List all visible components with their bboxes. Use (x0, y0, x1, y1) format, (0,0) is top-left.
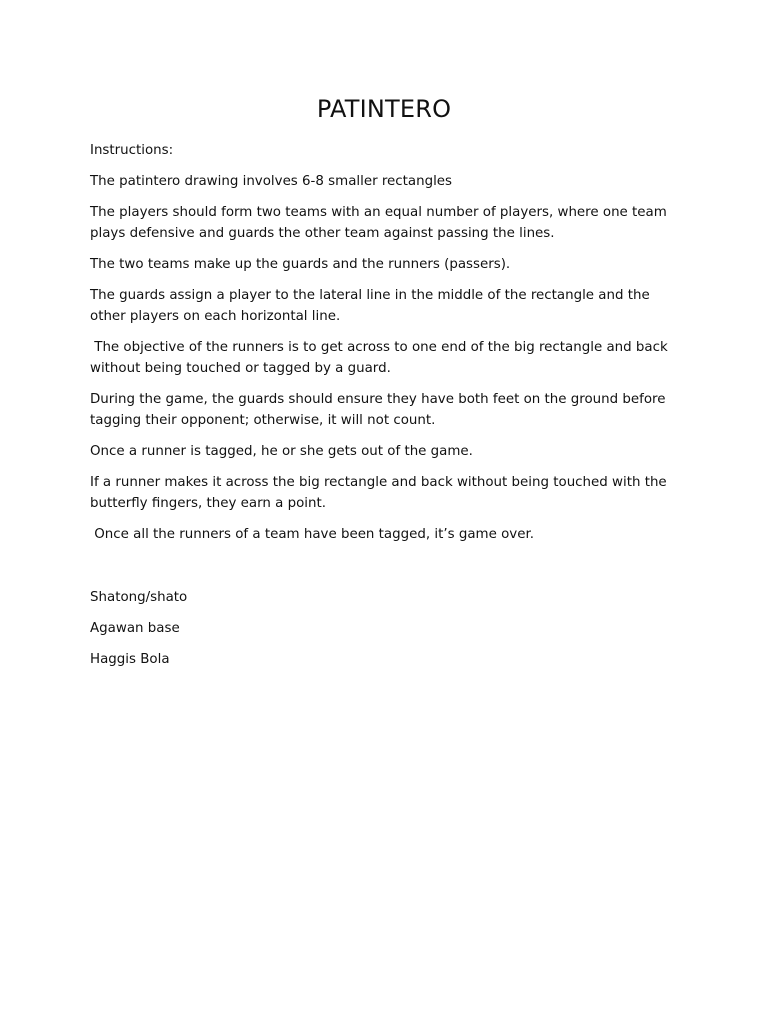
instruction-paragraph-5: The objective of the runners is to get across to one end of the big rectangle and back without being touched or tagged by a guard. (90, 340, 672, 376)
instruction-paragraph-6: During the game, the guards should ensure they have both feet on the ground before tagging their opponent; otherwise, it will not count. (90, 392, 670, 428)
instruction-paragraph-8: If a runner makes it across the big rectangle and back without being touched with the butterfly fingers, they earn a point. (90, 475, 671, 511)
section-spacer (90, 555, 680, 587)
document-body (90, 140, 680, 680)
instruction-paragraph-2: The players should form two teams with an equal number of players, where one team plays defensive and guards the other team against passing the lines. (90, 205, 672, 241)
page-title: PATINTERO (316, 95, 452, 123)
other-game-3: Haggis Bola (90, 652, 170, 667)
instruction-paragraph-3: The two teams make up the guards and the runners (passers). (90, 257, 511, 272)
other-game-2: Agawan base (90, 621, 180, 636)
other-game-1: Shatong/shato (90, 590, 188, 605)
instruction-paragraph-4: The guards assign a player to the lateral line in the middle of the rectangle and the other players on each horizontal line. (90, 288, 654, 324)
instructions-heading: Instructions: (90, 143, 174, 158)
instruction-paragraph-7: Once a runner is tagged, he or she gets out of the game. (90, 444, 473, 459)
instruction-paragraph-1: The patintero drawing involves 6-8 smaller rectangles (90, 174, 453, 189)
instruction-paragraph-9: Once all the runners of a team have been tagged, it’s game over. (90, 527, 534, 542)
